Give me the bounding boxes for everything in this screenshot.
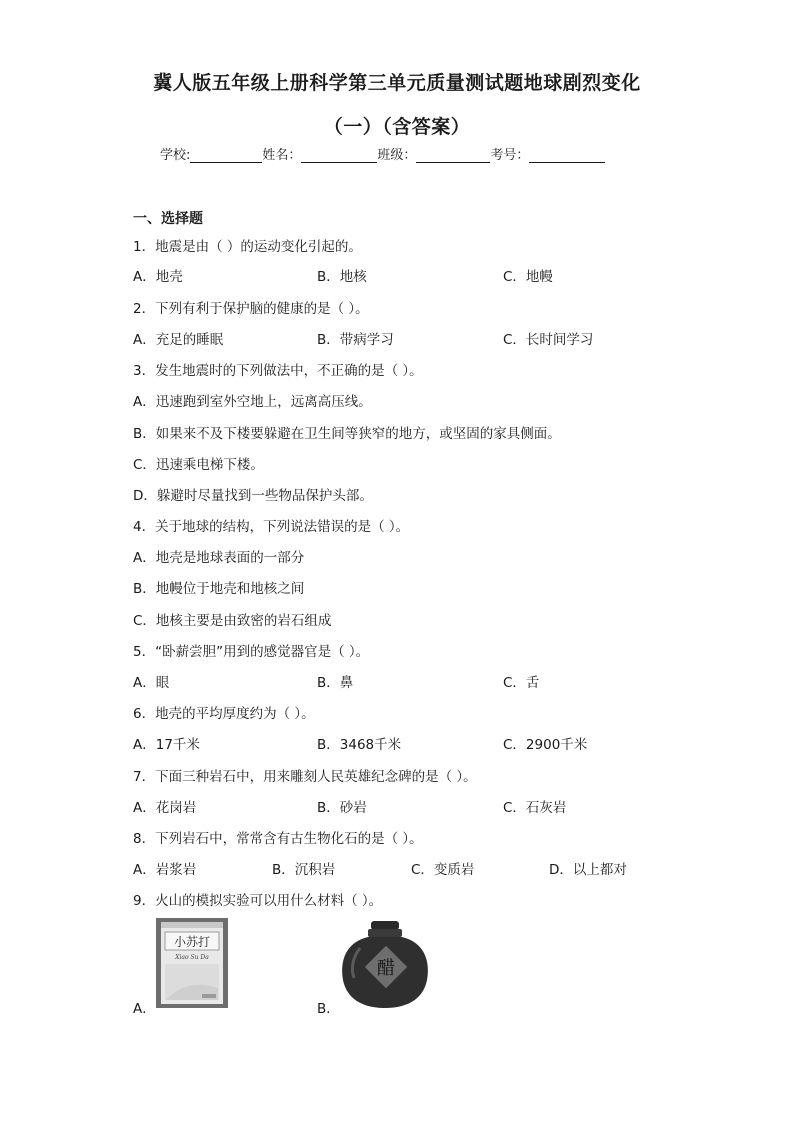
option: B．沉积岩	[272, 862, 336, 878]
student-info-line	[160, 144, 605, 163]
option: A．充足的睡眠	[133, 332, 224, 348]
option: B．带病学习	[317, 332, 394, 348]
baking-soda-bag-icon	[156, 918, 228, 1008]
question-stem: 6．地壳的平均厚度约为（ ）。	[133, 706, 315, 722]
option: B．地核	[317, 269, 367, 285]
school-label: 学校:	[160, 148, 191, 163]
name-label: 姓名：	[262, 148, 302, 163]
question-stem: 5．“卧薪尝胆”用到的感觉器官是（ ）。	[133, 644, 370, 660]
option: A．迅速跑到室外空地上，远离高压线。	[133, 394, 372, 410]
question-stem: 2．下列有利于保护脑的健康的是（ ）。	[133, 301, 369, 317]
vinegar-jar-image	[338, 918, 432, 1010]
bag-label: 小苏打	[173, 935, 211, 949]
option: C．地幔	[503, 269, 553, 285]
option: B．如果来不及下楼要躲避在卫生间等狭窄的地方，或坚固的家具侧面。	[133, 426, 561, 442]
option: B．地幔位于地壳和地核之间	[133, 581, 305, 597]
class-label: 班级：	[377, 148, 417, 163]
option: C．舌	[503, 675, 540, 691]
option: C．2900千米	[503, 737, 588, 753]
option: C．地核主要是由致密的岩石组成	[133, 613, 332, 629]
page-subtitle: （一）（含答案）	[323, 116, 471, 138]
number-blank[interactable]	[529, 148, 605, 163]
option: C．石灰岩	[503, 800, 567, 816]
option: A．地壳	[133, 269, 183, 285]
question-stem: 3．发生地震时的下列做法中，不正确的是（ ）。	[133, 363, 423, 379]
number-label: 考号：	[490, 148, 530, 163]
option: B．砂岩	[317, 800, 367, 816]
question-stem: 4．关于地球的结构，下列说法错误的是（ ）。	[133, 519, 410, 535]
bag-pinyin: Xiao Su Da	[175, 954, 209, 961]
question-stem: 7．下面三种岩石中，用来雕刻人民英雄纪念碑的是（ ）。	[133, 769, 477, 785]
question-stem: 1．地震是由（ ）的运动变化引起的。	[133, 239, 362, 255]
jar-label: 醋	[377, 958, 395, 979]
baking-soda-bag-image	[156, 918, 228, 1008]
option: D．以上都对	[549, 862, 627, 878]
question-stem: 8．下列岩石中，常常含有古生物化石的是（ ）。	[133, 831, 423, 847]
option: C．变质岩	[411, 862, 475, 878]
name-blank[interactable]	[301, 148, 377, 163]
option: C．迅速乘电梯下楼。	[133, 457, 264, 473]
page-title: 冀人版五年级上册科学第三单元质量测试题地球剧烈变化	[153, 72, 641, 94]
option: A．	[133, 1001, 156, 1017]
school-blank[interactable]	[190, 148, 262, 163]
option: A．17千米	[133, 737, 200, 753]
option: B．	[317, 1001, 340, 1017]
option: C．长时间学习	[503, 332, 594, 348]
option: B．鼻	[317, 675, 354, 691]
option: A．眼	[133, 675, 170, 691]
question-stem: 9．火山的模拟实验可以用什么材料（ ）。	[133, 893, 383, 909]
vinegar-jar-icon	[338, 918, 432, 1010]
option: A．岩浆岩	[133, 862, 197, 878]
section-heading: 一、选择题	[133, 211, 203, 227]
option: D．躲避时尽量找到一些物品保护头部。	[133, 488, 373, 504]
class-blank[interactable]	[416, 148, 490, 163]
option: A．地壳是地球表面的一部分	[133, 550, 305, 566]
option: A．花岗岩	[133, 800, 197, 816]
option: B．3468千米	[317, 737, 402, 753]
